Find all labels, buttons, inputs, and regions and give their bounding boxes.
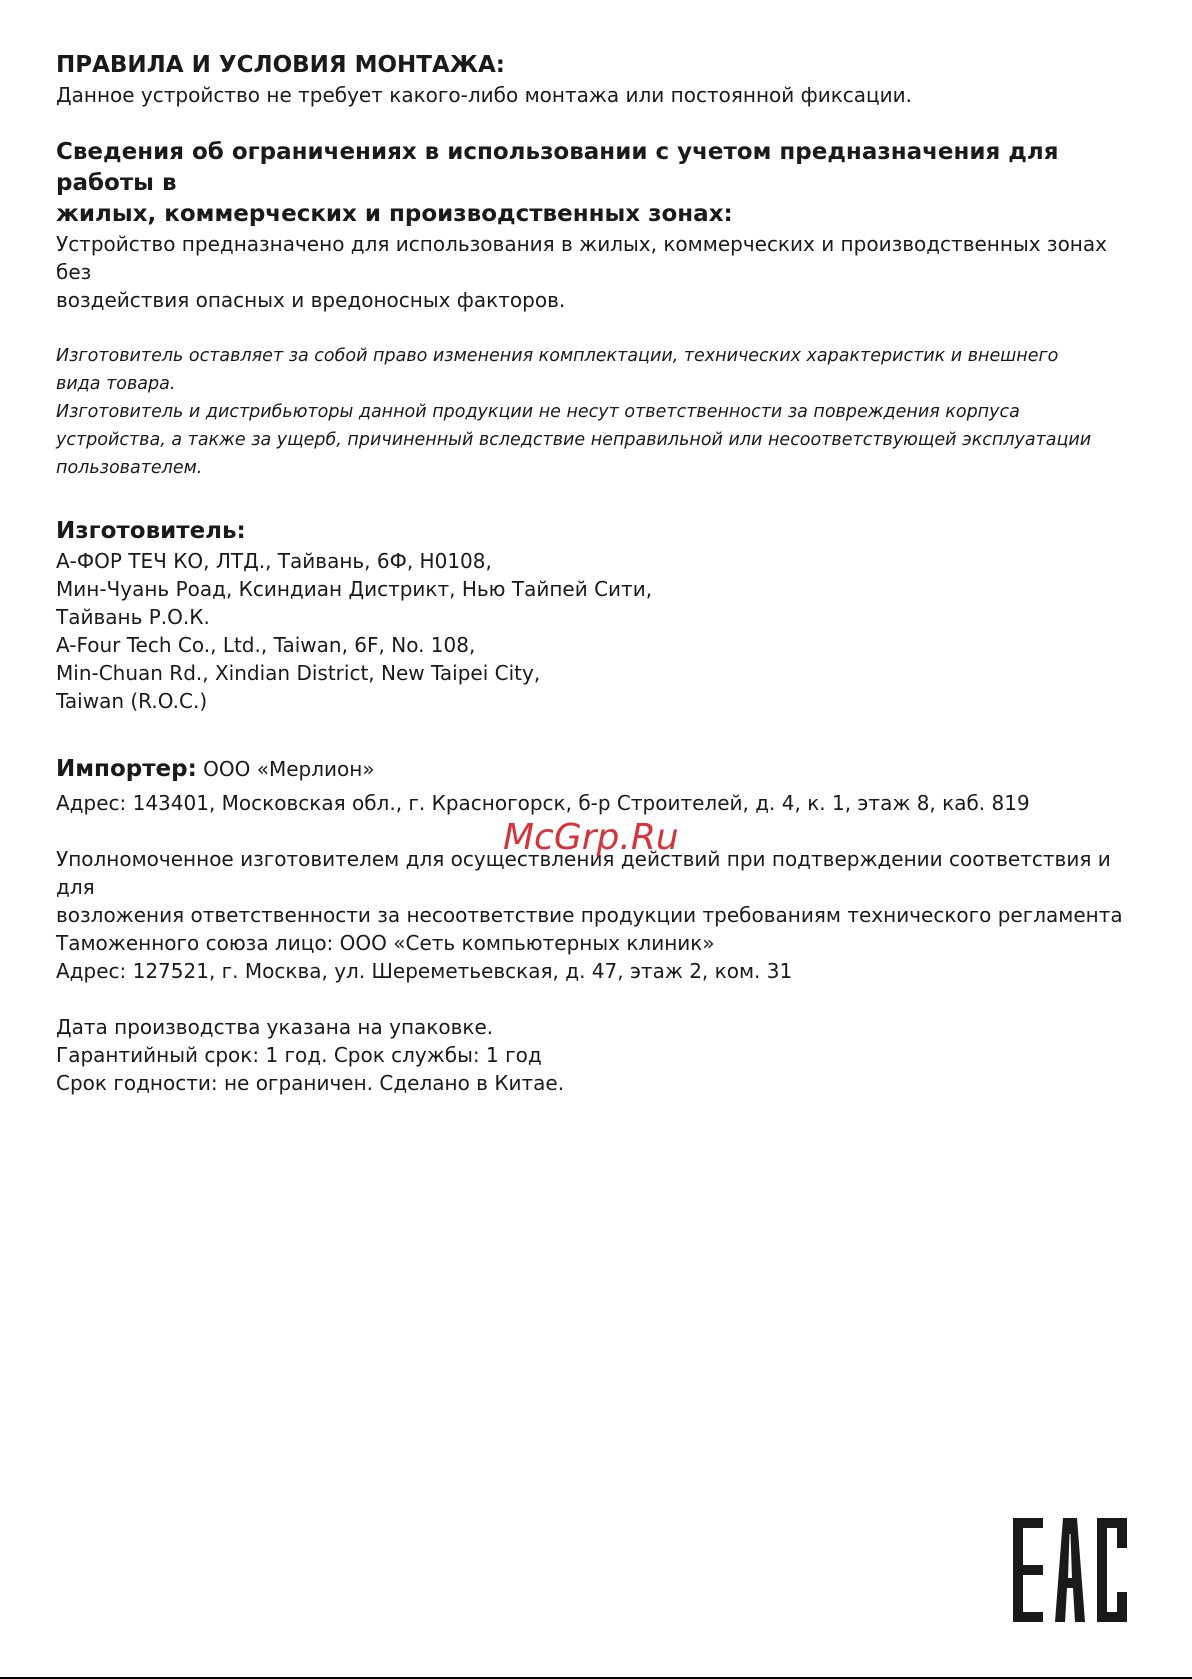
- manufacturer-line: А-ФОР ТЕЧ КО, ЛТД., Тайвань, 6Ф, Н0108,: [56, 549, 492, 573]
- restrictions-section: [56, 137, 1136, 314]
- watermark-text: McGrp.Ru: [503, 817, 679, 858]
- disclaimer-line3: Изготовитель и дистрибьюторы данной продукции не несут ответственности за повреждения корпуса: [56, 402, 1020, 422]
- authorized-section: [56, 845, 1136, 985]
- disclaimer-line2: вида товара.: [56, 374, 176, 394]
- restrictions-title-line2: жилых, коммерческих и производственных зонах:: [56, 201, 733, 227]
- restrictions-title-line1: Сведения об ограничениях в использовании с учетом предназначения для работы в: [56, 139, 1059, 196]
- authorized-line1: Уполномоченное изготовителем для осуществления действий при подтверждении соответствия и для: [56, 847, 1111, 899]
- restrictions-text-line2: воздействия опасных и вредоносных факторов.: [56, 288, 566, 312]
- authorized-line4: Адрес: 127521, г. Москва, ул. Шереметьевская, д. 47, этаж 2, ком. 31: [56, 959, 793, 983]
- disclaimer-line5: пользователем.: [56, 458, 203, 478]
- mounting-section: [56, 50, 1136, 109]
- dates-section: [56, 1013, 1136, 1097]
- warranty-text: Гарантийный срок: 1 год. Срок службы: 1 год: [56, 1043, 542, 1067]
- importer-section: [56, 755, 1136, 817]
- manufacturer-line: Мин-Чуань Роад, Ксиндиан Дистрикт, Нью Тайпей Сити,: [56, 577, 653, 601]
- disclaimer-line4: устройства, а также за ущерб, причиненный вследствие неправильной или несоответствующей эксплуатации: [56, 430, 1092, 450]
- importer-line: [56, 755, 1136, 783]
- manufacturer-title: Изготовитель:: [56, 518, 246, 544]
- document-page: [56, 50, 1136, 1097]
- manufacturer-section: [56, 516, 1136, 715]
- manufacturer-line: A-Four Tech Co., Ltd., Taiwan, 6F, No. 108,: [56, 633, 476, 657]
- restrictions-text-line1: Устройство предназначено для использования в жилых, коммерческих и производственных зонах без: [56, 232, 1107, 284]
- production-date-text: Дата производства указана на упаковке.: [56, 1015, 494, 1039]
- disclaimer-line1: Изготовитель оставляет за собой право изменения комплектации, технических характеристик и внешнего: [56, 346, 1059, 366]
- shelf-life-text: Срок годности: не ограничен. Сделано в Китае.: [56, 1071, 565, 1095]
- authorized-line3: Таможенного союза лицо: ООО «Сеть компьютерных клиник»: [56, 931, 715, 955]
- manufacturer-line: Min-Chuan Rd., Xindian District, New Taipei City,: [56, 661, 541, 685]
- disclaimer-section: [56, 342, 1136, 482]
- eac-mark-icon: [1013, 1518, 1127, 1622]
- authorized-line2: возложения ответственности за несоответствие продукции требованиям технического регламента: [56, 903, 1123, 927]
- importer-label: Импортер:: [56, 756, 197, 782]
- manufacturer-line: Тайвань Р.О.К.: [56, 605, 210, 629]
- mounting-text: Данное устройство не требует какого-либо монтажа или постоянной фиксации.: [56, 83, 913, 107]
- importer-address: Адрес: 143401, Московская обл., г. Красногорск, б-р Строителей, д. 4, к. 1, этаж 8, каб. 819: [56, 791, 1030, 815]
- manufacturer-line: Taiwan (R.O.C.): [56, 689, 208, 713]
- mounting-title: ПРАВИЛА И УСЛОВИЯ МОНТАЖА:: [56, 52, 505, 78]
- importer-name: ООО «Мерлион»: [203, 757, 375, 781]
